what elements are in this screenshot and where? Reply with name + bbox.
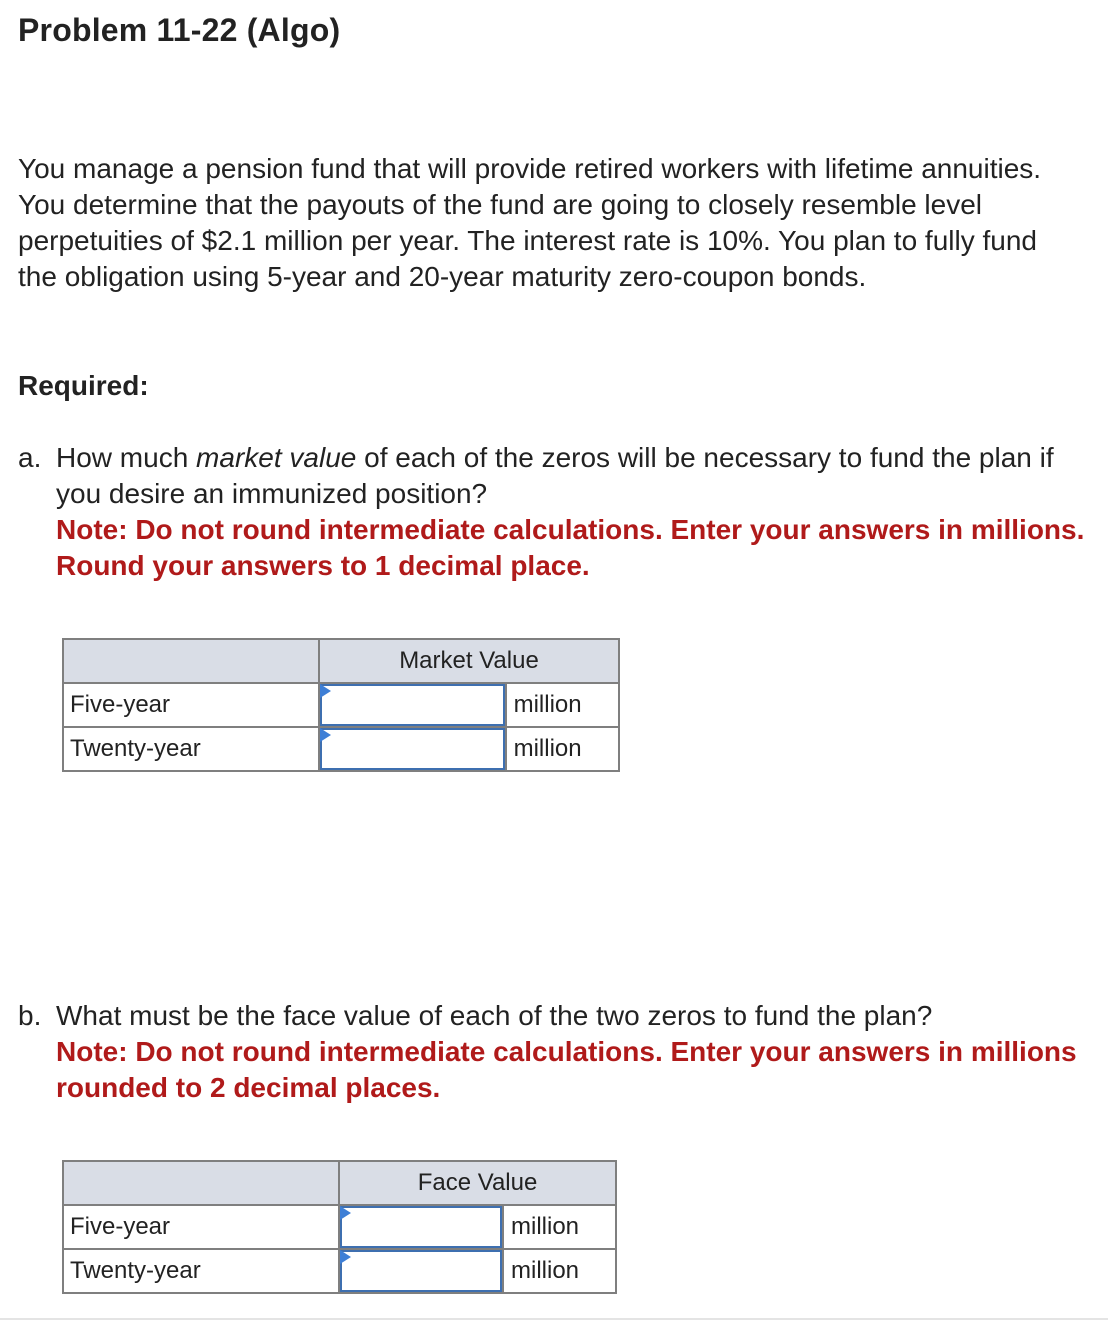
table-row (63, 1249, 616, 1293)
question-a-text (18, 440, 1088, 512)
question-a (18, 440, 1088, 584)
question-b-text (18, 998, 1088, 1034)
problem-title: Problem 11-22 (Algo) (18, 12, 341, 48)
unit-label: million (503, 1205, 616, 1249)
face-value-twenty-year-input[interactable] (340, 1250, 502, 1292)
question-b-note: Note: Do not round intermediate calculations. Enter your answers in millions rounded to 2 decimal places. (56, 1036, 1077, 1103)
row-label-twenty-year: Twenty-year (63, 727, 319, 771)
question-a-text-after: of each of the zeros will be necessary to fund the plan if you desire an immunized position? (56, 442, 1054, 509)
question-b-text-body: What must be the face value of each of the two zeros to fund the plan? (56, 1000, 933, 1031)
answer-flag-icon (340, 1250, 351, 1264)
required-heading: Required: (18, 370, 149, 401)
question-a-emphasis: market value (196, 442, 357, 473)
question-b-letter: b. (18, 1000, 42, 1031)
market-value-header: Market Value (319, 639, 619, 683)
table-row (63, 1205, 616, 1249)
input-cell (339, 1249, 503, 1293)
answer-flag-icon (340, 1206, 351, 1220)
answer-flag-icon (320, 728, 331, 742)
input-cell (339, 1205, 503, 1249)
row-label-five-year: Five-year (63, 683, 319, 727)
unit-label: million (506, 683, 619, 727)
table-row (63, 683, 619, 727)
bottom-divider (0, 1318, 1108, 1320)
table-header-row (63, 1161, 616, 1205)
problem-intro: You manage a pension fund that will provide retired workers with lifetime annuities. You determine that the payouts of the fund are going to closely resemble level perpetuities of $2.1 million per year. The interest rate is 10%. You plan to fully fund the obligation using 5-year and 20-year maturity zero-coupon bonds. (18, 153, 1042, 292)
face-value-table (62, 1160, 617, 1294)
row-label-five-year: Five-year (63, 1205, 339, 1249)
question-a-text-before: How much (56, 442, 197, 473)
input-cell (319, 683, 506, 727)
empty-header-cell (63, 1161, 339, 1205)
empty-header-cell (63, 639, 319, 683)
unit-label: million (503, 1249, 616, 1293)
input-cell (319, 727, 506, 771)
unit-label: million (506, 727, 619, 771)
row-label-twenty-year: Twenty-year (63, 1249, 339, 1293)
market-value-five-year-input[interactable] (320, 684, 505, 726)
market-value-twenty-year-input[interactable] (320, 728, 505, 770)
table-row (63, 727, 619, 771)
market-value-table (62, 638, 620, 772)
face-value-header: Face Value (339, 1161, 616, 1205)
face-value-five-year-input[interactable] (340, 1206, 502, 1248)
question-a-letter: a. (18, 442, 42, 473)
answer-flag-icon (320, 684, 331, 698)
question-a-note: Note: Do not round intermediate calculations. Enter your answers in millions. Round your answers to 1 decimal place. (56, 514, 1085, 581)
question-b (18, 998, 1088, 1106)
table-header-row (63, 639, 619, 683)
